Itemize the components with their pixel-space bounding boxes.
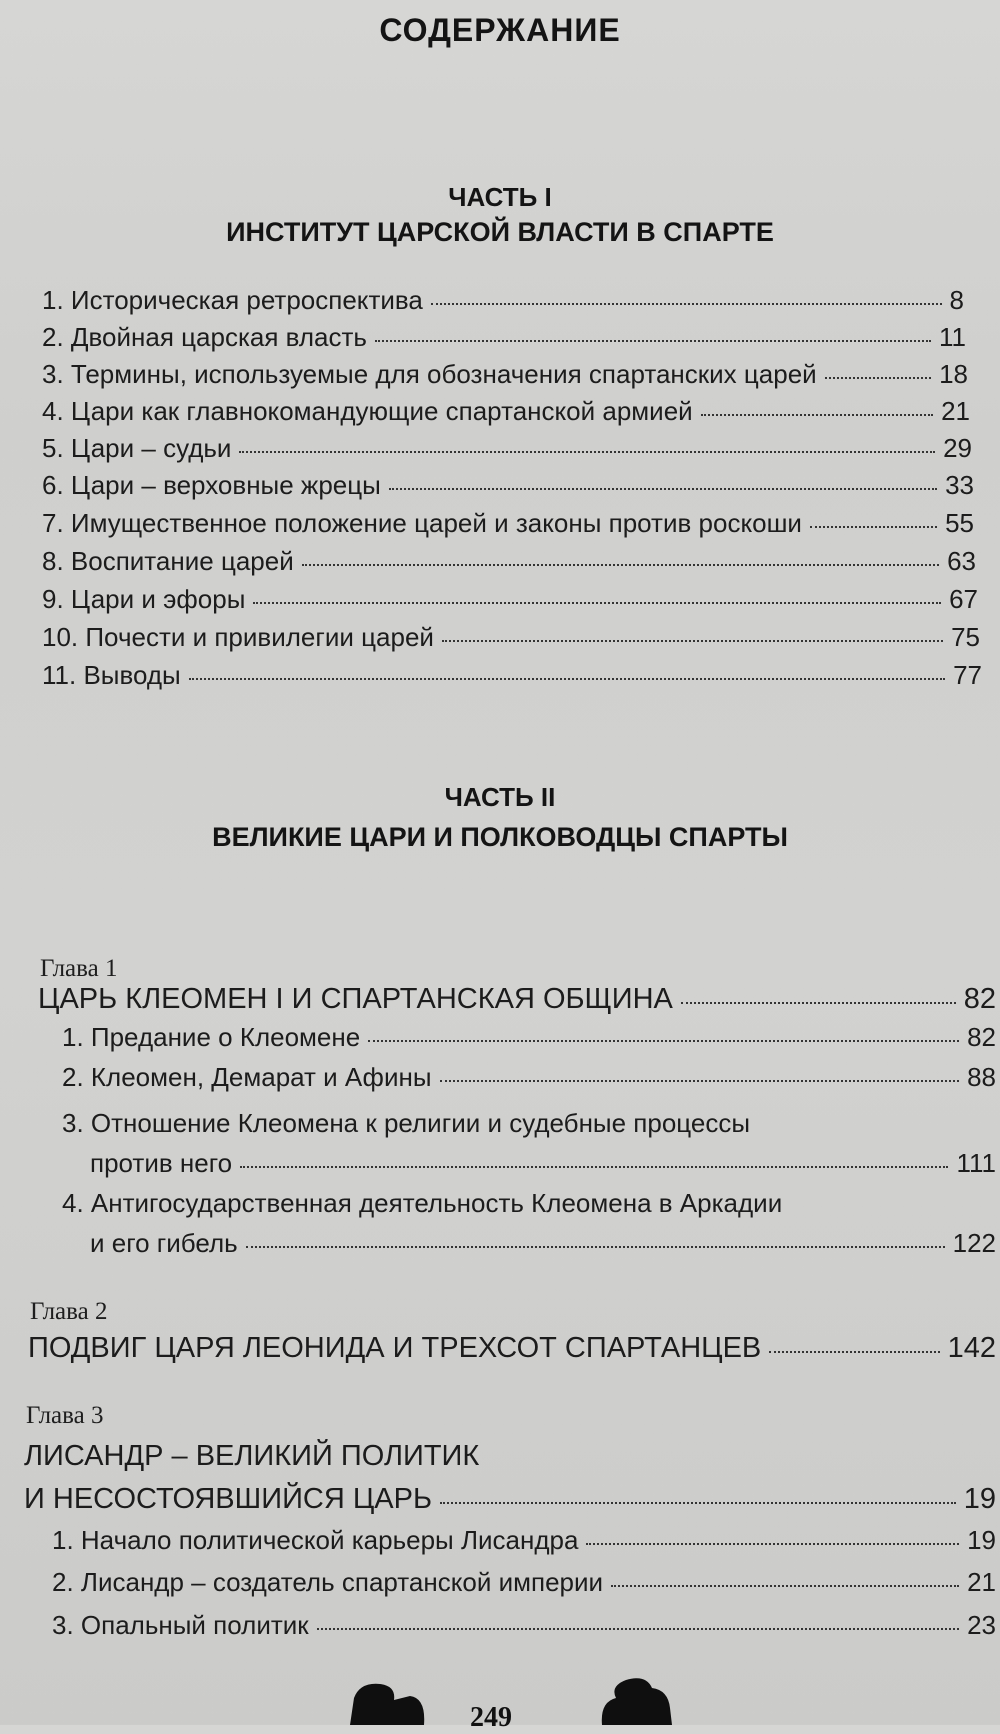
toc-entry-title: 5. Цари – судьи xyxy=(42,433,232,463)
dot-leader xyxy=(611,1585,959,1587)
toc-entry-page: 11 xyxy=(939,322,966,352)
toc-entry-page: 67 xyxy=(949,584,978,614)
toc-entry xyxy=(42,396,970,427)
toc-entry-page: 77 xyxy=(953,660,982,690)
toc-entry xyxy=(42,546,976,577)
dot-leader xyxy=(375,340,931,342)
chapter-2-entry xyxy=(28,1332,996,1365)
toc-entry-page: 55 xyxy=(945,508,974,538)
toc-entry-title: 2. Клеомен, Демарат и Афины xyxy=(62,1062,432,1092)
toc-entry xyxy=(90,1148,996,1179)
toc-entry xyxy=(62,1062,996,1093)
dot-leader xyxy=(431,303,942,305)
toc-entry-page: 21 xyxy=(967,1567,996,1597)
dot-leader xyxy=(246,1246,945,1248)
toc-entry-title: 8. Воспитание царей xyxy=(42,546,294,576)
chapter-1-entry xyxy=(38,983,996,1016)
toc-entry-title: 9. Цари и эфоры xyxy=(42,584,246,614)
toc-entry xyxy=(42,322,966,353)
chapter-2-label: Глава 2 xyxy=(30,1298,108,1325)
toc-entry-title: 3. Опальный политик xyxy=(52,1610,309,1640)
toc-entry-title: 1. Предание о Клеомене xyxy=(62,1022,361,1052)
dot-leader xyxy=(681,1002,956,1004)
toc-entry xyxy=(42,433,972,464)
toc-entry xyxy=(42,622,980,653)
toc-entry-title: 2. Двойная царская власть xyxy=(42,322,367,352)
dot-leader xyxy=(253,602,941,604)
toc-entry-title: 3. Термины, используемые для обозначения спартанских царей xyxy=(42,359,817,389)
dot-leader xyxy=(440,1080,960,1082)
dot-leader xyxy=(239,451,935,453)
toc-entry-title-line1: 4. Антигосударственная деятельность Клеомена в Аркадии xyxy=(62,1188,783,1218)
dot-leader xyxy=(825,377,931,379)
toc-entry-page: 33 xyxy=(945,470,974,500)
chapter-page: 142 xyxy=(947,1332,996,1364)
page-title: СОДЕРЖАНИЕ xyxy=(379,12,621,48)
dot-leader xyxy=(769,1351,939,1353)
toc-entry-title-line2: против него xyxy=(90,1148,233,1178)
ornament-left-icon xyxy=(340,1678,430,1725)
part-1-label: ЧАСТЬ I xyxy=(448,182,552,212)
toc-entry-title: 6. Цари – верховные жрецы xyxy=(42,470,381,500)
toc-entry-page: 122 xyxy=(952,1228,996,1258)
dot-leader xyxy=(701,414,933,416)
toc-entry xyxy=(42,470,974,501)
toc-entry xyxy=(52,1567,996,1598)
toc-entry-title: 7. Имущественное положение царей и законы против роскоши xyxy=(42,508,802,538)
toc-entry xyxy=(42,285,964,316)
toc-entry xyxy=(42,508,974,539)
chapter-title-line1: ЛИСАНДР – ВЕЛИКИЙ ПОЛИТИК xyxy=(24,1440,480,1472)
chapter-title-line2: И НЕСОСТОЯВШИЙСЯ ЦАРЬ xyxy=(24,1483,433,1515)
toc-entry-page: 21 xyxy=(941,396,970,426)
dot-leader xyxy=(302,564,939,566)
toc-entry xyxy=(52,1610,996,1641)
toc-entry-page: 29 xyxy=(943,433,972,463)
toc-entry-page: 82 xyxy=(967,1022,996,1052)
toc-entry xyxy=(42,584,978,615)
dot-leader xyxy=(586,1543,959,1545)
chapter-page: 19 xyxy=(963,1483,996,1515)
chapter-3-label: Глава 3 xyxy=(26,1402,104,1429)
chapter-3-entry xyxy=(24,1483,996,1516)
dot-leader xyxy=(240,1166,948,1168)
toc-entry xyxy=(62,1022,996,1053)
toc-entry-title: 1. Начало политической карьеры Лисандра xyxy=(52,1525,579,1555)
dot-leader xyxy=(810,526,937,528)
dot-leader xyxy=(317,1628,959,1630)
ornament-right-icon xyxy=(596,1672,676,1725)
toc-entry-page: 19 xyxy=(967,1525,996,1555)
toc-entry-page: 23 xyxy=(967,1610,996,1640)
part-2-label: ЧАСТЬ II xyxy=(444,782,556,812)
toc-entry xyxy=(42,359,968,390)
chapter-title: ПОДВИГ ЦАРЯ ЛЕОНИДА И ТРЕХСОТ СПАРТАНЦЕВ xyxy=(28,1332,762,1364)
chapter-title: ЦАРЬ КЛЕОМЕН I И СПАРТАНСКАЯ ОБЩИНА xyxy=(38,983,673,1015)
toc-entry-title: 1. Историческая ретроспектива xyxy=(42,285,423,315)
toc-entry-page: 18 xyxy=(939,359,968,389)
chapter-page: 82 xyxy=(963,983,996,1015)
dot-leader xyxy=(389,488,937,490)
toc-entry-title: 11. Выводы xyxy=(42,660,181,690)
chapter-1-label: Глава 1 xyxy=(40,955,118,982)
toc-entry-title: 4. Цари как главнокомандующие спартанской армией xyxy=(42,396,693,426)
toc-entry-page: 8 xyxy=(949,285,964,315)
part-2-title: ВЕЛИКИЕ ЦАРИ И ПОЛКОВОДЦЫ СПАРТЫ xyxy=(212,822,788,852)
toc-entry-title-line1: 3. Отношение Клеомена к религии и судебные процессы xyxy=(62,1108,751,1138)
part-1-title: ИНСТИТУТ ЦАРСКОЙ ВЛАСТИ В СПАРТЕ xyxy=(226,217,774,247)
toc-entry xyxy=(52,1525,996,1556)
page-number: 249 xyxy=(470,1702,512,1733)
toc-entry-page: 111 xyxy=(956,1148,996,1178)
toc-entry-title-line2: и его гибель xyxy=(90,1228,238,1258)
toc-entry-page: 75 xyxy=(951,622,980,652)
dot-leader xyxy=(442,640,943,642)
toc-entry-title: 2. Лисандр – создатель спартанской империи xyxy=(52,1567,604,1597)
toc-entry xyxy=(90,1228,996,1259)
dot-leader xyxy=(189,678,945,680)
toc-entry-page: 88 xyxy=(967,1062,996,1092)
toc-entry-title: 10. Почести и привилегии царей xyxy=(42,622,434,652)
dot-leader xyxy=(368,1040,959,1042)
toc-entry xyxy=(42,660,982,691)
toc-entry-page: 63 xyxy=(947,546,976,576)
dot-leader xyxy=(440,1502,956,1504)
